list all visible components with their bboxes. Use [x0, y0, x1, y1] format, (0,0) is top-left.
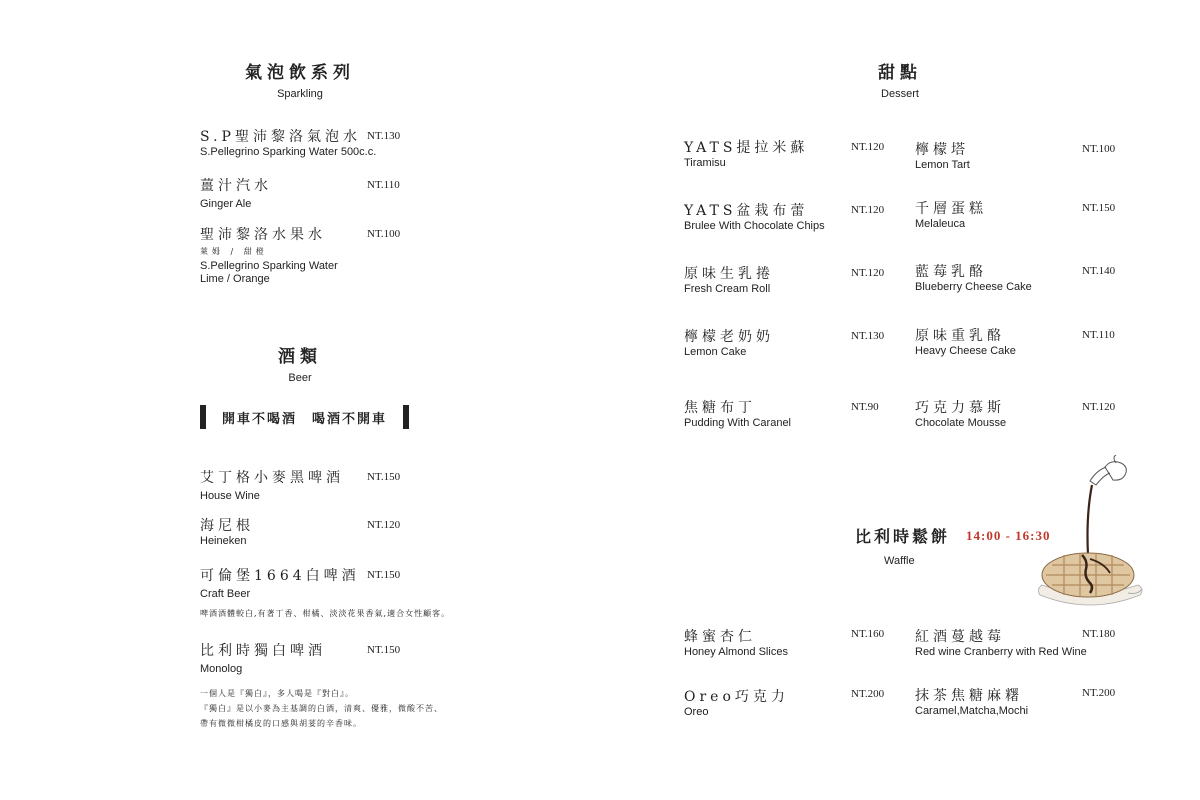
menu-item [684, 326, 774, 359]
note-line: 『獨白』是以小麥為主基調的白酒，清爽、優雅，微酸不苦、 [200, 704, 443, 713]
item-name-en: Heineken [200, 535, 247, 547]
menu-item [684, 200, 825, 233]
item-price: NT.120 [367, 519, 401, 531]
item-name-zh: 原味重乳酪 [915, 328, 1005, 344]
item-price: NT.200 [1082, 687, 1116, 699]
item-name-en: Tiramisu [684, 157, 726, 169]
menu-item [915, 139, 970, 172]
item-name-en: Pudding With Caranel [684, 417, 792, 429]
item-price: NT.120 [851, 141, 885, 153]
item-name-en: Caramel,Matcha,Mochi [915, 705, 1029, 717]
item-name-en: Red wine Cranberry with Red Wine [915, 646, 1087, 658]
slogan-bar-right [403, 405, 409, 429]
item-name-zh: 抹茶焦糖麻糬 [915, 688, 1023, 704]
menu-item [915, 397, 1006, 430]
item-price: NT.120 [851, 267, 885, 279]
item-price: NT.140 [1082, 265, 1116, 277]
item-name-en: Melaleuca [915, 218, 966, 230]
item-name-en: Honey Almond Slices [684, 646, 788, 658]
item-name-en: Chocolate Mousse [915, 417, 1007, 429]
item-price: NT.160 [851, 628, 885, 640]
item-flavor-note: 萊姆 / 甜橙 [200, 247, 268, 256]
menu-item [684, 137, 808, 170]
item-name-zh: 檸檬塔 [915, 142, 969, 158]
item-name-en: S.Pellegrino Sparking Water [200, 260, 338, 272]
menu-item [684, 263, 774, 296]
item-name-zh: 巧克力慕斯 [915, 400, 1005, 416]
waffle-subtitle: Waffle [884, 555, 915, 567]
item-name-en: Fresh Cream Roll [684, 283, 771, 295]
item-name-zh: 紅酒蔓越莓 [915, 629, 1005, 645]
menu-item [684, 397, 791, 430]
dessert-title: 甜點 [878, 63, 922, 83]
item-name-en: Heavy Cheese Cake [915, 345, 1016, 357]
item-price: NT.110 [1082, 329, 1115, 341]
menu-item [200, 565, 360, 601]
item-name-en: Ginger Ale [200, 198, 252, 210]
item-price: NT.120 [851, 204, 885, 216]
item-name-zh: YATS盆栽布蕾 [684, 203, 809, 219]
menu-item [200, 467, 344, 503]
item-name-zh: 焦糖布丁 [684, 400, 756, 416]
beer-subtitle: Beer [288, 372, 312, 384]
dessert-subtitle: Dessert [881, 88, 919, 100]
waffle-header [855, 524, 1051, 547]
item-price: NT.90 [851, 401, 879, 413]
item-name-zh: 原味生乳捲 [684, 266, 774, 282]
item-price: NT.100 [1082, 143, 1116, 155]
item-name-en: Oreo [684, 706, 709, 718]
item-price: NT.110 [367, 179, 400, 191]
item-price: NT.180 [1082, 628, 1116, 640]
menu-item [200, 126, 376, 159]
item-price: NT.150 [367, 644, 401, 656]
item-name-zh: YATS提拉米蘇 [684, 140, 809, 156]
item-name-en: Brulee With Chocolate Chips [684, 220, 825, 232]
menu-item [200, 515, 254, 548]
item-name-en: Craft Beer [200, 588, 251, 600]
waffle-title: 比利時鬆餅 [855, 527, 951, 546]
item-name-en: House Wine [200, 490, 260, 502]
item-name-zh: 藍莓乳酪 [915, 264, 987, 280]
menu-item [915, 626, 1087, 659]
waffle-hours: 14:00 - 16:30 [966, 527, 1051, 543]
beer-title: 酒類 [278, 347, 322, 367]
sparkling-title: 氣泡飲系列 [245, 63, 355, 83]
slogan-text: 開車不喝酒 喝酒不開車 [222, 411, 388, 427]
menu-item [684, 626, 788, 659]
note-line: 帶有微微柑橘皮的口感與胡荽的辛香味。 [200, 719, 362, 728]
slogan-banner [200, 405, 409, 429]
menu-item [200, 640, 326, 676]
item-name-zh: 蜂蜜杏仁 [684, 629, 756, 645]
item-name-zh: Oreo巧克力 [684, 689, 789, 705]
sparkling-subtitle: Sparkling [277, 88, 323, 100]
item-price: NT.130 [367, 130, 401, 142]
item-price: NT.130 [851, 330, 885, 342]
item-price: NT.150 [1082, 202, 1116, 214]
item-name-zh: 聖沛黎洛水果水 [200, 227, 326, 243]
item-price: NT.120 [1082, 401, 1116, 413]
menu-item [915, 325, 1016, 358]
menu-item [915, 198, 987, 231]
item-name-zh: 千層蛋糕 [915, 201, 987, 217]
item-price: NT.100 [367, 228, 401, 240]
item-name-en: Lemon Tart [915, 159, 970, 171]
menu-item [200, 175, 272, 211]
item-name-en: S.Pellegrino Sparking Water 500c.c. [200, 146, 377, 158]
item-name-zh: 艾丁格小麥黑啤酒 [200, 470, 344, 486]
item-name-en: Monolog [200, 663, 243, 675]
menu-item [915, 261, 1032, 294]
menu-item [684, 686, 789, 719]
item-price: NT.150 [367, 569, 401, 581]
item-name-zh: 薑汁汽水 [200, 178, 272, 194]
item-name-zh: 海尼根 [200, 518, 254, 534]
waffle [1042, 553, 1134, 597]
menu-item [915, 685, 1028, 718]
item-price: NT.200 [851, 688, 885, 700]
item-price: NT.150 [367, 471, 401, 483]
monolog-description [200, 686, 443, 731]
item-name-en: Blueberry Cheese Cake [915, 281, 1032, 293]
item-name-en-2: Lime / Orange [200, 273, 270, 285]
item-name-en: Lemon Cake [684, 346, 747, 358]
beer-description: 啤酒酒體較白,有著丁香、柑橘、淡淡花果香氣,適合女性顧客。 [200, 609, 451, 618]
menu-item [200, 224, 338, 286]
item-name-zh: S.P聖沛黎洛氣泡水 [200, 129, 361, 145]
item-name-zh: 可倫堡1664白啤酒 [200, 568, 360, 584]
item-name-zh: 比利時獨白啤酒 [200, 643, 326, 659]
note-line: 一個人是『獨白』，多人喝是『對白』。 [200, 689, 354, 698]
item-name-zh: 檸檬老奶奶 [684, 329, 774, 345]
